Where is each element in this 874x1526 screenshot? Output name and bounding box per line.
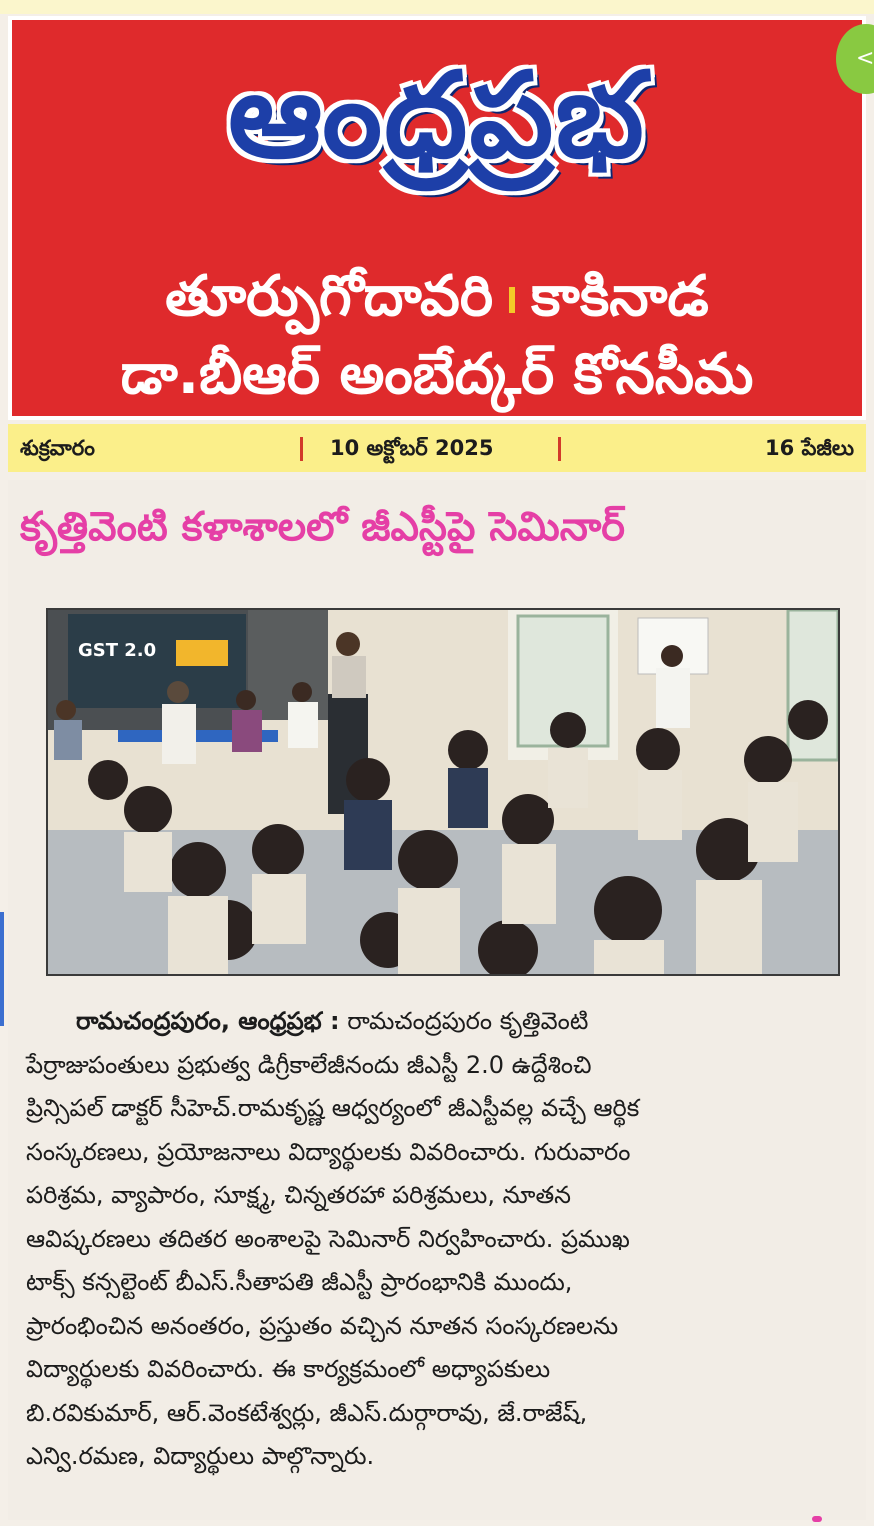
article-line: ఆవిష్కరణలు తదితర అంశాలపై సెమినార్ నిర్వహించారు. ప్రముఖ bbox=[26, 1224, 630, 1253]
district-east-godavari: తూర్పుగోదావరి bbox=[165, 264, 494, 329]
article-line: విద్యార్థులకు వివరించారు. ఈ కార్యక్రమంలో అధ్యాపకులు bbox=[26, 1355, 551, 1383]
article-line: పేర్రాజుపంతులు ప్రభుత్వ డిగ్రీకాలేజీనందు జీఎస్టీ 2.0 ఉద్దేశించి bbox=[26, 1050, 592, 1079]
article-body bbox=[26, 1000, 856, 1479]
share-icon: < bbox=[856, 46, 874, 71]
article-line-text: రామచంద్రపురం కృత్తివెంటి bbox=[347, 1007, 589, 1035]
article-line: ప్రారంభించిన అనంతరం, ప్రస్తుతం వచ్చిన నూతన సంస్కరణలను bbox=[26, 1311, 619, 1340]
article-line: బి.రవికుమార్, ఆర్.వెంకటేశ్వర్లు, జీఎస్.దుర్గారావు, జే.రాజేష్, bbox=[26, 1398, 588, 1427]
issue-day: శుక్రవారం bbox=[20, 436, 95, 460]
article-headline: కృత్తివెంటి కళాశాలలో జీఎస్టీపై సెమినార్ bbox=[20, 504, 626, 550]
article-line: టాక్స్ కన్సల్టెంట్ బీఎస్.సీతాపతి జీఎస్టీ ప్రారంభానికి ముందు, bbox=[26, 1268, 573, 1296]
dateline-divider bbox=[558, 437, 561, 461]
newspaper-logo: ఆంధ్రప్రభ bbox=[228, 46, 646, 184]
top-strip bbox=[0, 0, 874, 14]
article-line: సంస్కరణలు, ప్రయోజనాలు విద్యార్థులకు వివరించారు. గురువారం bbox=[26, 1137, 631, 1166]
edition-districts-line2: డా.బీఆర్ అంబేద్కర్ కోనసీమ bbox=[120, 342, 754, 407]
article-photo bbox=[46, 608, 840, 976]
article-dateline: రామచంద్రపురం, ఆంధ్రప్రభ : bbox=[76, 1007, 340, 1035]
page-count: 16 పేజీలు bbox=[765, 436, 854, 460]
masthead-banner bbox=[12, 20, 862, 416]
district-separator bbox=[509, 287, 515, 313]
issue-date: 10 అక్టోబర్ 2025 bbox=[330, 436, 494, 460]
dateline-divider bbox=[300, 437, 303, 461]
edition-districts-line1 bbox=[12, 264, 862, 343]
article-line: ఎన్వి.రమణ, విద్యార్థులు పాల్గొన్నారు. bbox=[26, 1442, 375, 1470]
seminar-photo-illustration bbox=[48, 610, 838, 974]
news-article bbox=[8, 480, 866, 1520]
article-line bbox=[26, 1000, 856, 1044]
projection-screen-title: GST 2.0 bbox=[78, 640, 157, 661]
district-kakinada: కాకినాడ bbox=[531, 264, 709, 329]
article-line: ప్రిన్సిపల్ డాక్టర్ సీహెచ్.రామకృష్ణ ఆధ్వర్యంలో జీఎస్టీవల్ల వచ్చే ఆర్థిక bbox=[26, 1094, 640, 1122]
masthead bbox=[8, 16, 866, 420]
article-line: పరిశ్రమ, వ్యాపారం, సూక్ష్మ, చిన్నతరహా పరిశ్రమలు, నూతన bbox=[26, 1181, 571, 1209]
page-marker bbox=[812, 1516, 822, 1522]
side-marker bbox=[0, 912, 4, 1026]
dateline-bar bbox=[8, 424, 866, 472]
